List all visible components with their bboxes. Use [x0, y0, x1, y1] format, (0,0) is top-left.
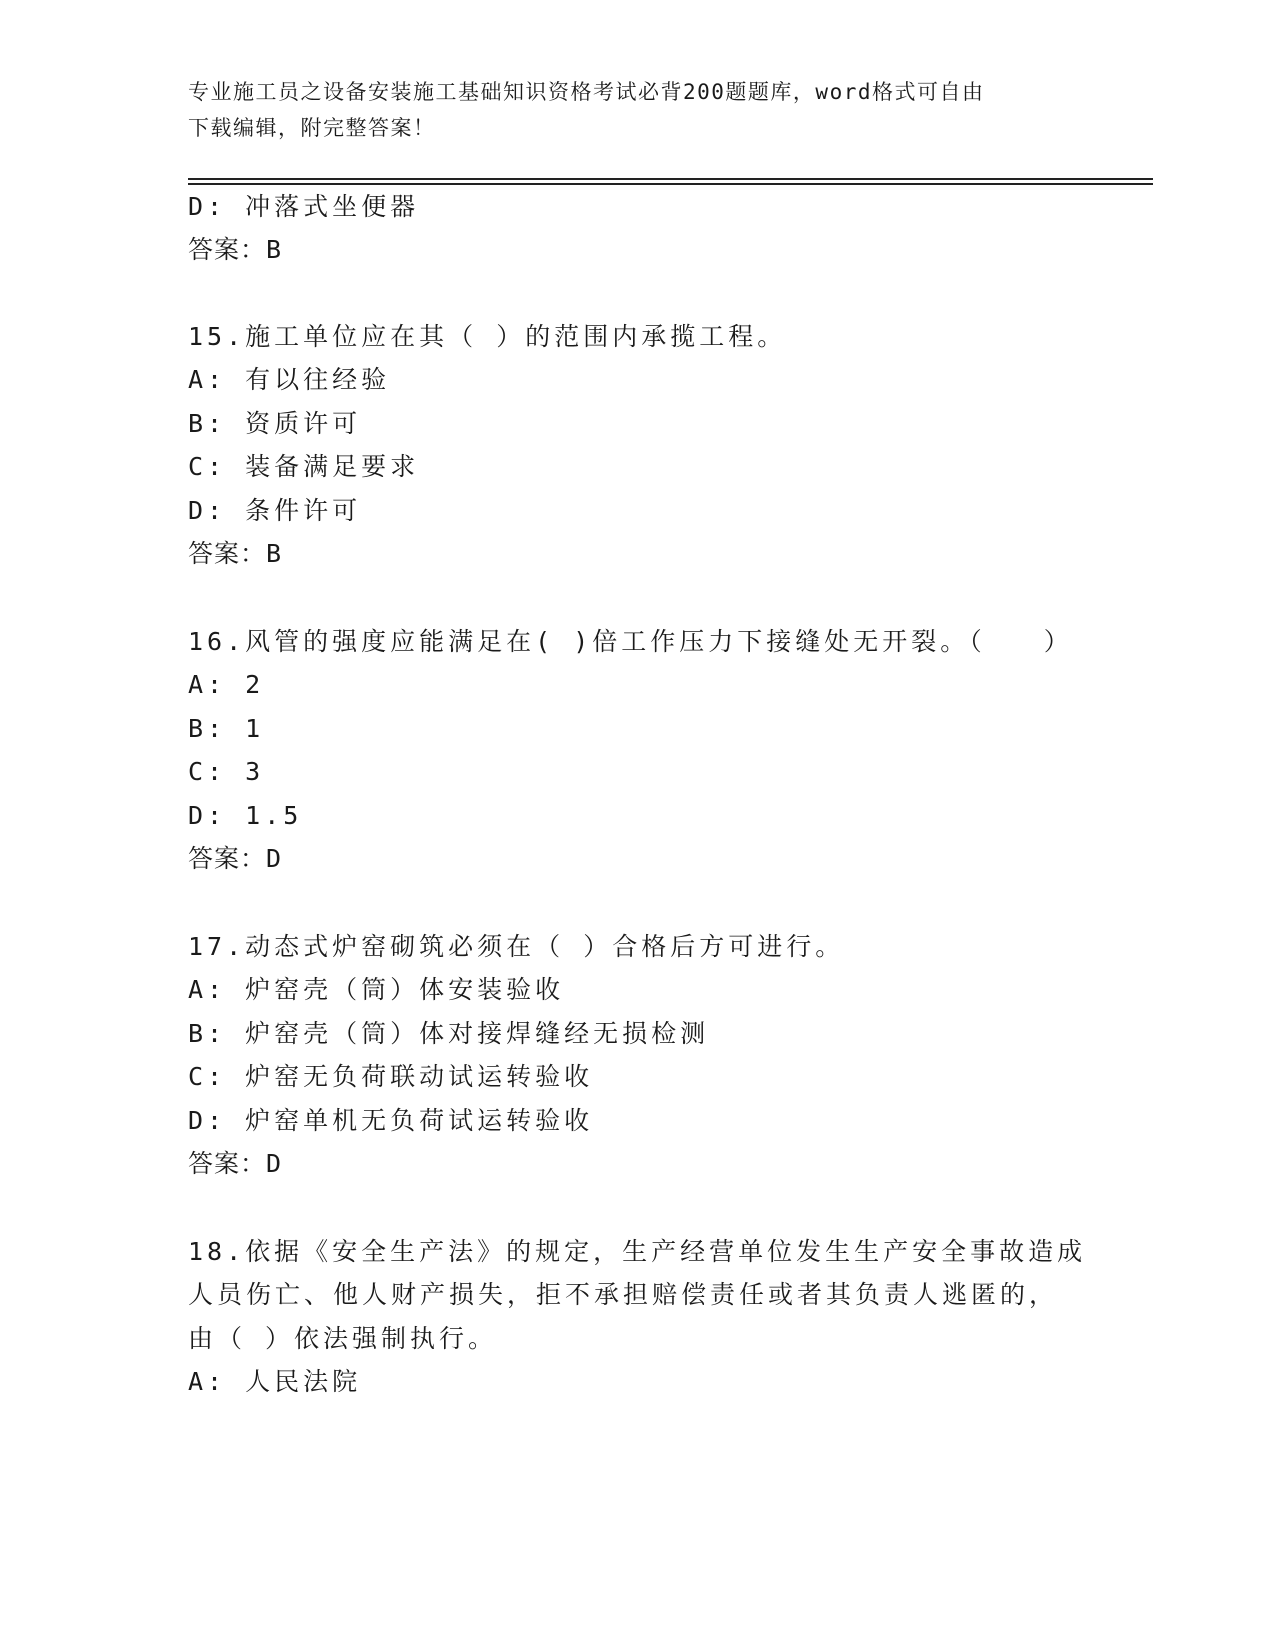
question-16-option-b: B: 1 — [188, 714, 265, 743]
question-16-answer: 答案：D — [188, 844, 283, 873]
question-15-stem: 15.施工单位应在其（ ）的范围内承揽工程。 — [188, 322, 787, 351]
question-15-answer: 答案：B — [188, 539, 283, 568]
question-17-stem: 17.动态式炉窑砌筑必须在（ ）合格后方可进行。 — [188, 932, 845, 961]
question-15-option-d: D: 条件许可 — [188, 496, 362, 525]
question-17-option-a: A: 炉窑壳（筒）体安装验收 — [188, 975, 565, 1004]
question-16-option-a: A: 2 — [188, 670, 265, 699]
prev-option-d: D: 冲落式坐便器 — [188, 192, 420, 221]
header-rule-bottom — [188, 183, 1153, 185]
question-18-option-a: A: 人民法院 — [188, 1367, 362, 1396]
prev-answer: 答案：B — [188, 235, 283, 264]
question-15-option-a: A: 有以往经验 — [188, 365, 391, 394]
question-16-stem: 16.风管的强度应能满足在( )倍工作压力下接缝处无开裂。（ ） — [188, 627, 1073, 656]
question-17-option-b: B: 炉窑壳（筒）体对接焊缝经无损检测 — [188, 1019, 710, 1048]
header-line-1: 专业施工员之设备安装施工基础知识资格考试必背200题题库，word格式可自由 — [188, 80, 985, 104]
question-15-option-c: C: 装备满足要求 — [188, 452, 420, 481]
question-18-stem-line-2: 人员伤亡、他人财产损失，拒不承担赔偿责任或者其负责人逃匿的， — [188, 1280, 1059, 1309]
question-17-option-d: D: 炉窑单机无负荷试运转验收 — [188, 1106, 594, 1135]
document-header — [188, 74, 1088, 146]
question-18-stem-line-3: 由（ ）依法强制执行。 — [188, 1324, 498, 1353]
question-16-option-c: C: 3 — [188, 757, 265, 786]
question-16-option-d: D: 1.5 — [188, 801, 303, 830]
question-18-stem-line-1: 18.依据《安全生产法》的规定，生产经营单位发生生产安全事故造成 — [188, 1237, 1087, 1266]
question-15-option-b: B: 资质许可 — [188, 409, 362, 438]
question-17-answer: 答案：D — [188, 1149, 283, 1178]
header-line-2: 下载编辑，附完整答案！ — [188, 116, 436, 140]
question-17-option-c: C: 炉窑无负荷联动试运转验收 — [188, 1062, 594, 1091]
header-rule-top — [188, 178, 1153, 180]
